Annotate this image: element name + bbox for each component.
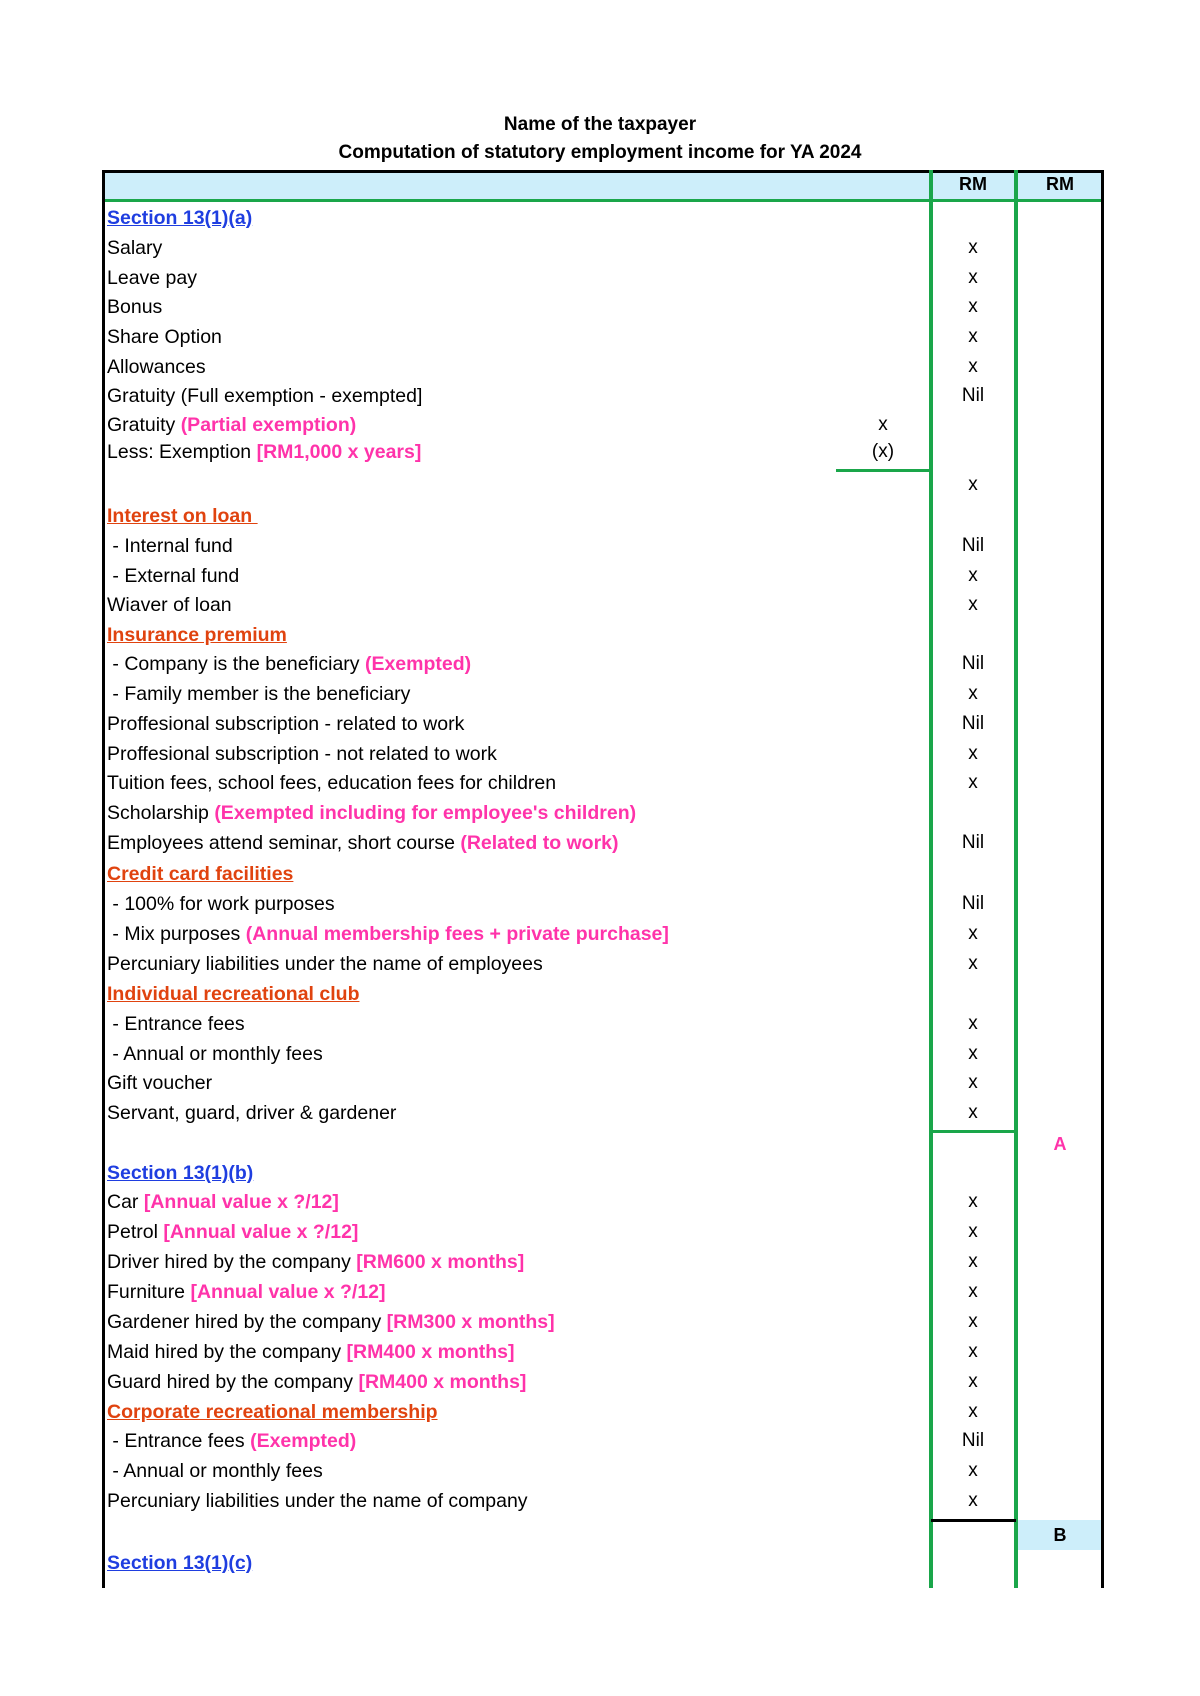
row-label [107,1490,528,1512]
row-label [107,893,335,915]
row-text: Allowances [107,356,206,378]
rm-amount: x [968,1281,978,1302]
rm-amount: x [968,594,978,615]
gratuity-working-value: (x) [871,441,895,462]
rm-amount: Nil [961,385,985,406]
row-text: Furniture [107,1281,191,1303]
rm-amount: Nil [961,653,985,674]
rm-amount: x [968,237,978,258]
row-text: Wiaver of loan [107,594,232,616]
rm-amount: x [968,267,978,288]
row-text: Driver hired by the company [107,1251,357,1273]
row-text: Leave pay [107,267,197,289]
rm-amount: x [968,683,978,704]
row-text: Percuniary liabilities under the name of employees [107,953,543,975]
row-label [107,296,162,318]
row-label [107,267,197,289]
heading-title: Interest on loan [107,505,258,527]
row-text: - Mix purposes [107,923,246,945]
section-total-mark: B [1053,1525,1067,1545]
section-title: Section 13(1)(a) [107,207,253,229]
rm-amount: x [968,953,978,974]
gratuity-working-value: x [878,414,888,435]
row-note: [Annual value x ?/12] [190,1281,386,1303]
rm-amount: x [968,923,978,944]
row-label [107,1281,386,1303]
row-label [107,953,543,975]
row-label [107,1430,356,1452]
row-label [107,1552,252,1574]
rm-amount: x [968,1341,978,1362]
row-note: [Annual value x ?/12] [143,1191,339,1213]
row-label [107,1401,438,1423]
rm-column-header-1: RM [959,174,987,194]
heading-title: Credit card facilities [107,863,294,885]
row-label [107,1191,339,1213]
row-text: Salary [107,237,163,259]
row-label [107,832,619,854]
heading-title: Insurance premium [107,624,287,646]
row-text: Share Option [107,326,222,348]
row-label [107,1162,253,1184]
row-text: - 100% for work purposes [107,893,335,915]
row-text: Bonus [107,296,163,318]
rm-amount: Nil [961,535,985,556]
row-text: Tuition fees, school fees, education fees for children [107,772,557,794]
row-label [107,1102,396,1124]
rm-amount: x [968,1191,978,1212]
row-label [107,743,497,765]
row-label [107,1371,526,1393]
rm-amount: x [968,326,978,347]
rm-amount: x [968,356,978,377]
rm2-left-divider [1014,170,1018,1588]
row-text: Servant, guard, driver & gardener [107,1102,397,1124]
row-text: Gardener hired by the company [107,1311,387,1333]
heading-title: Individual recreational club [107,983,360,1005]
row-label [107,535,233,557]
row-note: [RM1,000 x years] [256,441,422,463]
row-label [107,356,206,378]
row-text: - Entrance fees [107,1430,251,1452]
row-text: Less: Exemption [107,441,257,463]
row-text: - Company is the beneficiary [107,653,365,675]
section-total-mark: A [1053,1134,1067,1154]
row-text: - Family member is the beneficiary [107,683,411,705]
section-a-total-rule [931,1130,1016,1133]
frame-left-line [102,170,105,1588]
rm-amount: x [968,474,978,495]
row-label [107,1341,515,1363]
row-text: Guard hired by the company [107,1371,359,1393]
row-text: Maid hired by the company [107,1341,347,1363]
rm-amount: x [968,772,978,793]
row-label [107,983,359,1005]
row-label [107,624,287,646]
rm-amount: x [968,1460,978,1481]
row-label [107,1013,245,1035]
rm-amount: x [968,1490,978,1511]
row-label [107,1460,323,1482]
section-title: Section 13(1)(b) [107,1162,254,1184]
row-label [107,594,232,616]
row-text: Gift voucher [107,1072,213,1094]
row-text: Employees attend seminar, short course [107,832,461,854]
row-text: Car [107,1191,144,1213]
row-label [107,1072,212,1094]
row-text: Gratuity [107,414,181,436]
row-note: (Exempted) [364,653,472,675]
section-title: Section 13(1)(c) [107,1552,253,1574]
row-label [107,385,422,407]
row-text: - Annual or monthly fees [107,1460,323,1482]
row-note: (Partial exemption) [180,414,357,436]
row-label [107,653,471,675]
heading-title: Corporate recreational membership [107,1401,438,1423]
row-text: Gratuity (Full exemption - exempted] [107,385,423,407]
row-note: [RM300 x months] [386,1311,555,1333]
rm-amount: x [968,565,978,586]
header-bottom-rule [105,199,1101,202]
row-label [107,713,464,735]
rm-amount: x [968,1311,978,1332]
row-text: Petrol [107,1221,164,1243]
row-label [107,1043,323,1065]
rm-amount: x [968,1072,978,1093]
row-label [107,414,356,436]
row-label [107,1221,358,1243]
rm-amount: Nil [961,713,985,734]
row-label [107,772,556,794]
row-note: [RM600 x months] [356,1251,525,1273]
frame-right-line [1101,170,1104,1588]
row-note: (Annual membership fees + private purchase] [245,923,669,945]
rm-amount: x [968,1251,978,1272]
row-label [107,1311,555,1333]
row-label [107,326,222,348]
frame-top-line [102,170,1104,173]
rm-amount: x [968,1102,978,1123]
section-b-total-rule [931,1519,1016,1522]
row-label [107,802,636,824]
row-label [107,923,669,945]
row-label [107,863,293,885]
row-label [107,565,239,587]
row-text: - Annual or monthly fees [107,1043,323,1065]
row-text: - Entrance fees [107,1013,245,1035]
row-label [107,505,258,527]
row-label [107,237,162,259]
rm-amount: Nil [961,1430,985,1451]
row-text: Scholarship [107,802,215,824]
rm-amount: x [968,296,978,317]
rm-amount: x [968,1043,978,1064]
row-note: (Exempted including for employee's children) [214,802,637,824]
row-text: Proffesional subscription - related to work [107,713,465,735]
row-label [107,207,252,229]
taxpayer-name-title: Name of the taxpayer [503,114,697,135]
row-note: (Exempted) [250,1430,357,1452]
rm-amount: x [968,1371,978,1392]
row-text: - External fund [107,565,240,587]
row-text: Percuniary liabilities under the name of company [107,1490,528,1512]
row-note: [Annual value x ?/12] [163,1221,359,1243]
computation-title: Computation of statutory employment income for YA 2024 [338,142,862,163]
row-note: [RM400 x months] [346,1341,515,1363]
rm-amount: x [968,1013,978,1034]
rm-amount: x [968,1401,978,1422]
row-label [107,683,410,705]
row-text: - Internal fund [107,535,233,557]
rm-amount: Nil [961,893,985,914]
row-note: (Related to work) [460,832,619,854]
rm-amount: x [968,743,978,764]
row-label [107,1251,524,1273]
gratuity-subtotal-rule [836,469,932,472]
rm-column-header-2: RM [1046,174,1074,194]
rm-amount: x [968,1221,978,1242]
row-label [107,441,421,463]
row-note: [RM400 x months] [358,1371,527,1393]
row-text: Proffesional subscription - not related to work [107,743,497,765]
rm-amount: Nil [961,832,985,853]
